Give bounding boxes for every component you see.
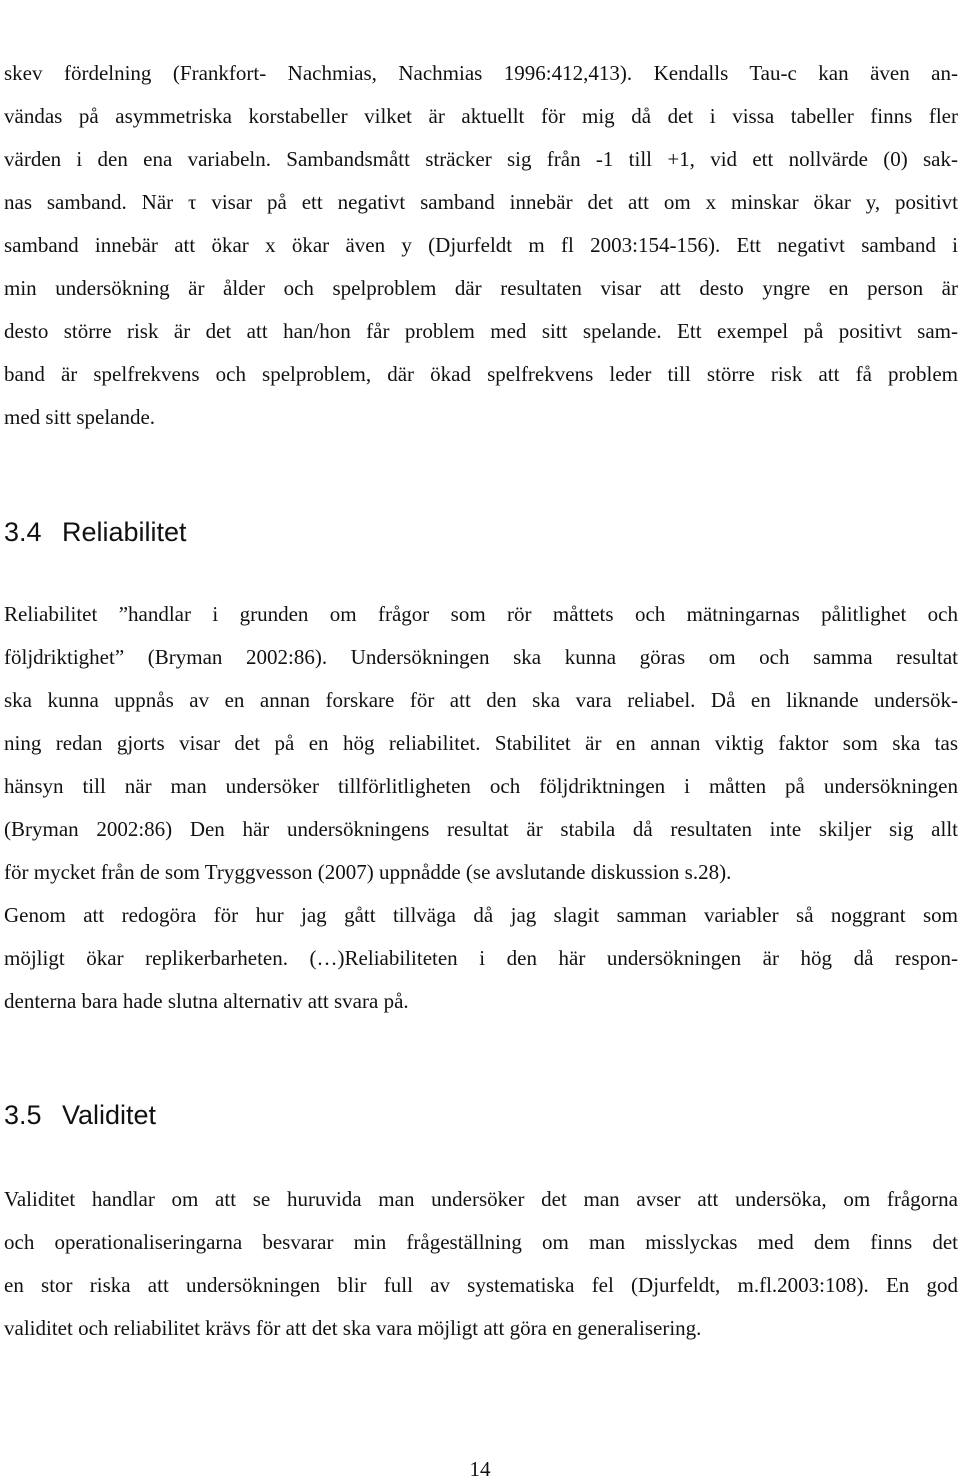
section-title: Validitet [62,1100,157,1130]
paragraph-line: en stor riska att undersökningen blir full av systematiska fel (Djurfeldt, m.fl.2003:108). En god [4,1273,958,1297]
paragraph-line: ning redan gjorts visar det på en hög reliabilitet. Stabilitet är en annan viktig faktor som ska tas [4,731,958,755]
paragraph-line: validitet och reliabilitet krävs för att det ska vara möjligt att göra en generalisering. [4,1316,702,1340]
paragraph-line: denterna bara hade slutna alternativ att svara på. [4,989,409,1013]
section-number: 3.5 [4,1100,42,1130]
paragraph-line: samband innebär att ökar x ökar även y (Djurfeldt m fl 2003:154-156). Ett negativt samband i [4,233,958,257]
section-number: 3.4 [4,517,42,547]
paragraph-line: ska kunna uppnås av en annan forskare för att den ska vara reliabel. Då en liknande undersök- [4,688,958,712]
paragraph-line: Genom att redogöra för hur jag gått tillväga då jag slagit samman variabler så noggrant som [4,903,958,927]
paragraph-line: Validitet handlar om att se huruvida man undersöker det man avser att undersöka, om frågorna [4,1187,958,1211]
paragraph-line: och operationaliseringarna besvarar min frågeställning om man misslyckas med dem finns det [4,1230,958,1254]
paragraph-line: Reliabilitet ”handlar i grunden om frågor som rör måttets och mätningarnas pålitlighet och [4,602,958,626]
paragraph-line: med sitt spelande. [4,405,156,429]
paragraph-line: band är spelfrekvens och spelproblem, där ökad spelfrekvens leder till större risk att få problem [4,362,958,386]
paragraph-line: följdriktighet” (Bryman 2002:86). Undersökningen ska kunna göras om och samma resultat [4,645,958,669]
paragraph-line: skev fördelning (Frankfort- Nachmias, Nachmias 1996:412,413). Kendalls Tau-c kan även an- [4,61,958,85]
paragraph-line: för mycket från de som Tryggvesson (2007) uppnådde (se avslutande diskussion s.28). [4,860,732,884]
section-heading-validity [4,1099,156,1131]
paragraph-line: nas samband. När τ visar på ett negativt samband innebär det att om x minskar ökar y, positivt [4,190,958,214]
paragraph-line: (Bryman 2002:86) Den här undersökningens resultat är stabila då resultaten inte skiljer sig allt [4,817,958,841]
paragraph-line: desto större risk är det att han/hon får problem med sitt spelande. Ett exempel på positivt sam- [4,319,958,343]
paragraph-line: värden i den ena variabeln. Sambandsmått sträcker sig från -1 till +1, vid ett nollvärde (0) sak- [4,147,958,171]
section-title: Reliabilitet [62,517,187,547]
paragraph-line: möjligt ökar replikerbarheten. (…)Reliabiliteten i den här undersökningen är hög då respon- [4,946,958,970]
page-number: 14 [469,1457,491,1481]
paragraph-line: vändas på asymmetriska korstabeller vilket är aktuellt för mig då det i vissa tabeller finns fler [4,104,958,128]
paragraph-line: min undersökning är ålder och spelproblem där resultaten visar att desto yngre en person är [4,276,958,300]
section-heading-reliability [4,516,187,548]
paragraph-line: hänsyn till när man undersöker tillförlitligheten och följdriktningen i måtten på undersökningen [4,774,958,798]
